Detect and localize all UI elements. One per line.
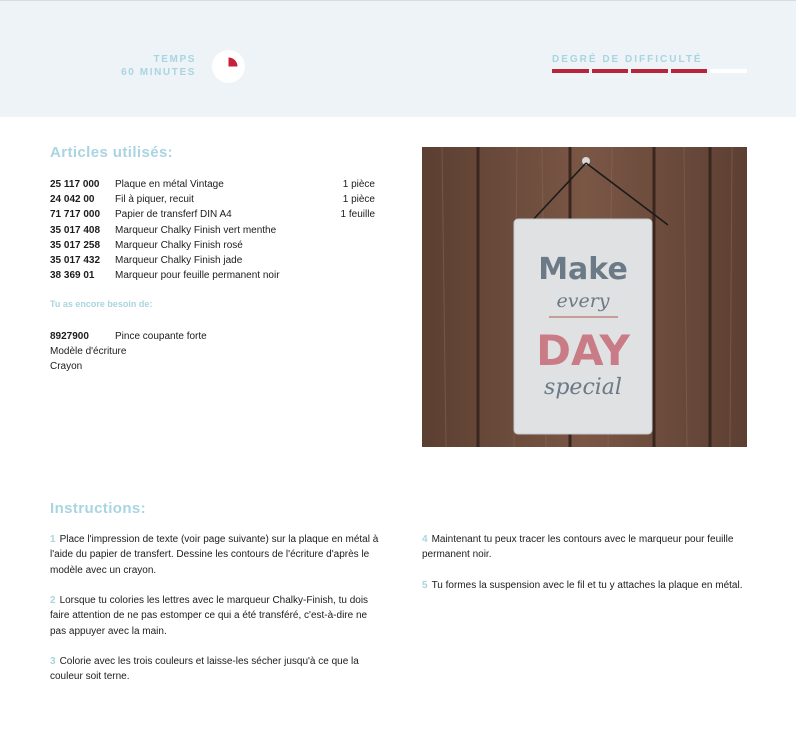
difficulty-segment	[710, 69, 747, 73]
material-row	[50, 268, 375, 283]
time-value: 60 MINUTES	[121, 67, 196, 78]
difficulty-segment	[671, 69, 708, 73]
material-code: 24 042 00	[50, 194, 95, 206]
time-label: TEMPS	[153, 54, 196, 65]
difficulty-label: DEGRÉ DE DIFFICULTÉ	[552, 54, 703, 65]
material-name: Marqueur Chalky Finish rosé	[115, 239, 243, 251]
needs-list	[50, 329, 207, 375]
step-line	[50, 608, 368, 623]
step-line	[422, 578, 742, 593]
step-text: l'aide du papier de transfert. Dessine les contours de l'écriture d'après le	[50, 549, 370, 561]
step-text: couleur soit terne.	[50, 671, 130, 683]
step-number: 3	[50, 656, 56, 667]
step-number: 1	[50, 534, 56, 545]
step-text: modèle avec un crayon.	[50, 564, 157, 576]
need-code: 8927900	[50, 331, 89, 342]
need-row	[50, 329, 207, 344]
material-row	[50, 192, 375, 207]
difficulty-block	[552, 53, 747, 73]
step-text: Maintenant tu peux tracer les contours avec le marqueur pour feuille	[431, 534, 734, 545]
material-code: 35 017 258	[50, 239, 101, 251]
need-row	[50, 344, 207, 359]
product-photo	[422, 147, 747, 447]
instruction-step	[422, 578, 742, 593]
needs-title: Tu as encore besoin de:	[50, 299, 153, 309]
material-code: 35 017 432	[50, 255, 101, 267]
header-band	[0, 0, 796, 117]
instruction-step	[50, 654, 359, 685]
step-text: Tu formes la suspension avec le fil et tu y attaches la plaque en métal.	[431, 580, 743, 591]
material-qty: 1 pièce	[342, 179, 375, 190]
time-block	[121, 53, 196, 79]
step-line	[50, 624, 368, 639]
difficulty-segment	[552, 69, 589, 73]
material-name: Marqueur Chalky Finish vert menthe	[115, 224, 277, 236]
material-name: Marqueur pour feuille permanent noir	[115, 270, 280, 282]
instruction-step	[50, 593, 368, 639]
material-code: 38 369 01	[50, 270, 95, 282]
timer-icon	[212, 50, 245, 83]
step-number: 4	[422, 534, 428, 545]
material-name: Plaque en métal Vintage	[115, 179, 224, 190]
sign-line-make: Make	[538, 252, 628, 287]
material-code: 25 117 000	[50, 179, 100, 190]
need-name: Modèle d'écriture	[50, 346, 127, 358]
material-row	[50, 253, 375, 268]
step-text: pas appuyer avec la main.	[50, 625, 167, 637]
step-line	[50, 547, 378, 562]
material-code: 35 017 408	[50, 224, 101, 236]
need-name: Crayon	[50, 361, 83, 373]
instruction-step	[50, 532, 378, 578]
step-line	[50, 654, 359, 669]
sign-line-day: DAY	[536, 326, 630, 375]
need-name: Pince coupante forte	[115, 331, 207, 342]
sign-line-special: special	[544, 375, 622, 400]
material-code: 71 717 000	[50, 209, 101, 221]
instructions-title: Instructions:	[50, 500, 147, 517]
material-name: Papier de transferf DIN A4	[115, 209, 232, 221]
sign-line-every: every	[556, 290, 610, 312]
step-number: 2	[50, 595, 56, 606]
step-text: faire attention de ne pas estomper ce qui a été transféré, c'est-à-dire ne	[50, 610, 368, 622]
step-line	[422, 547, 733, 562]
step-line	[50, 563, 378, 578]
step-text: Place l'impression de texte (voir page suivante) sur la plaque en métal à	[59, 534, 379, 545]
difficulty-meter	[552, 69, 747, 73]
material-qty: 1 pièce	[342, 194, 375, 206]
material-name: Marqueur Chalky Finish jade	[115, 255, 243, 267]
step-line	[50, 532, 378, 547]
material-row	[50, 207, 375, 222]
material-row	[50, 223, 375, 238]
step-number: 5	[422, 580, 428, 591]
step-line	[422, 532, 733, 547]
material-row	[50, 238, 375, 253]
step-line	[50, 669, 359, 684]
difficulty-segment	[631, 69, 668, 73]
material-qty: 1 feuille	[340, 209, 375, 221]
difficulty-segment	[592, 69, 629, 73]
step-text: Lorsque tu colories les lettres avec le marqueur Chalky-Finish, tu dois	[59, 595, 369, 606]
material-name: Fil à piquer, recuit	[115, 194, 194, 206]
step-text: Colorie avec les trois couleurs et laisse-les sécher jusqu'à ce que la	[59, 656, 359, 667]
step-text: permanent noir.	[422, 549, 492, 561]
materials-list	[50, 177, 375, 283]
materials-title: Articles utilisés:	[50, 144, 174, 161]
need-row	[50, 359, 207, 374]
material-row	[50, 177, 375, 192]
step-line	[50, 593, 368, 608]
instruction-step	[422, 532, 733, 563]
